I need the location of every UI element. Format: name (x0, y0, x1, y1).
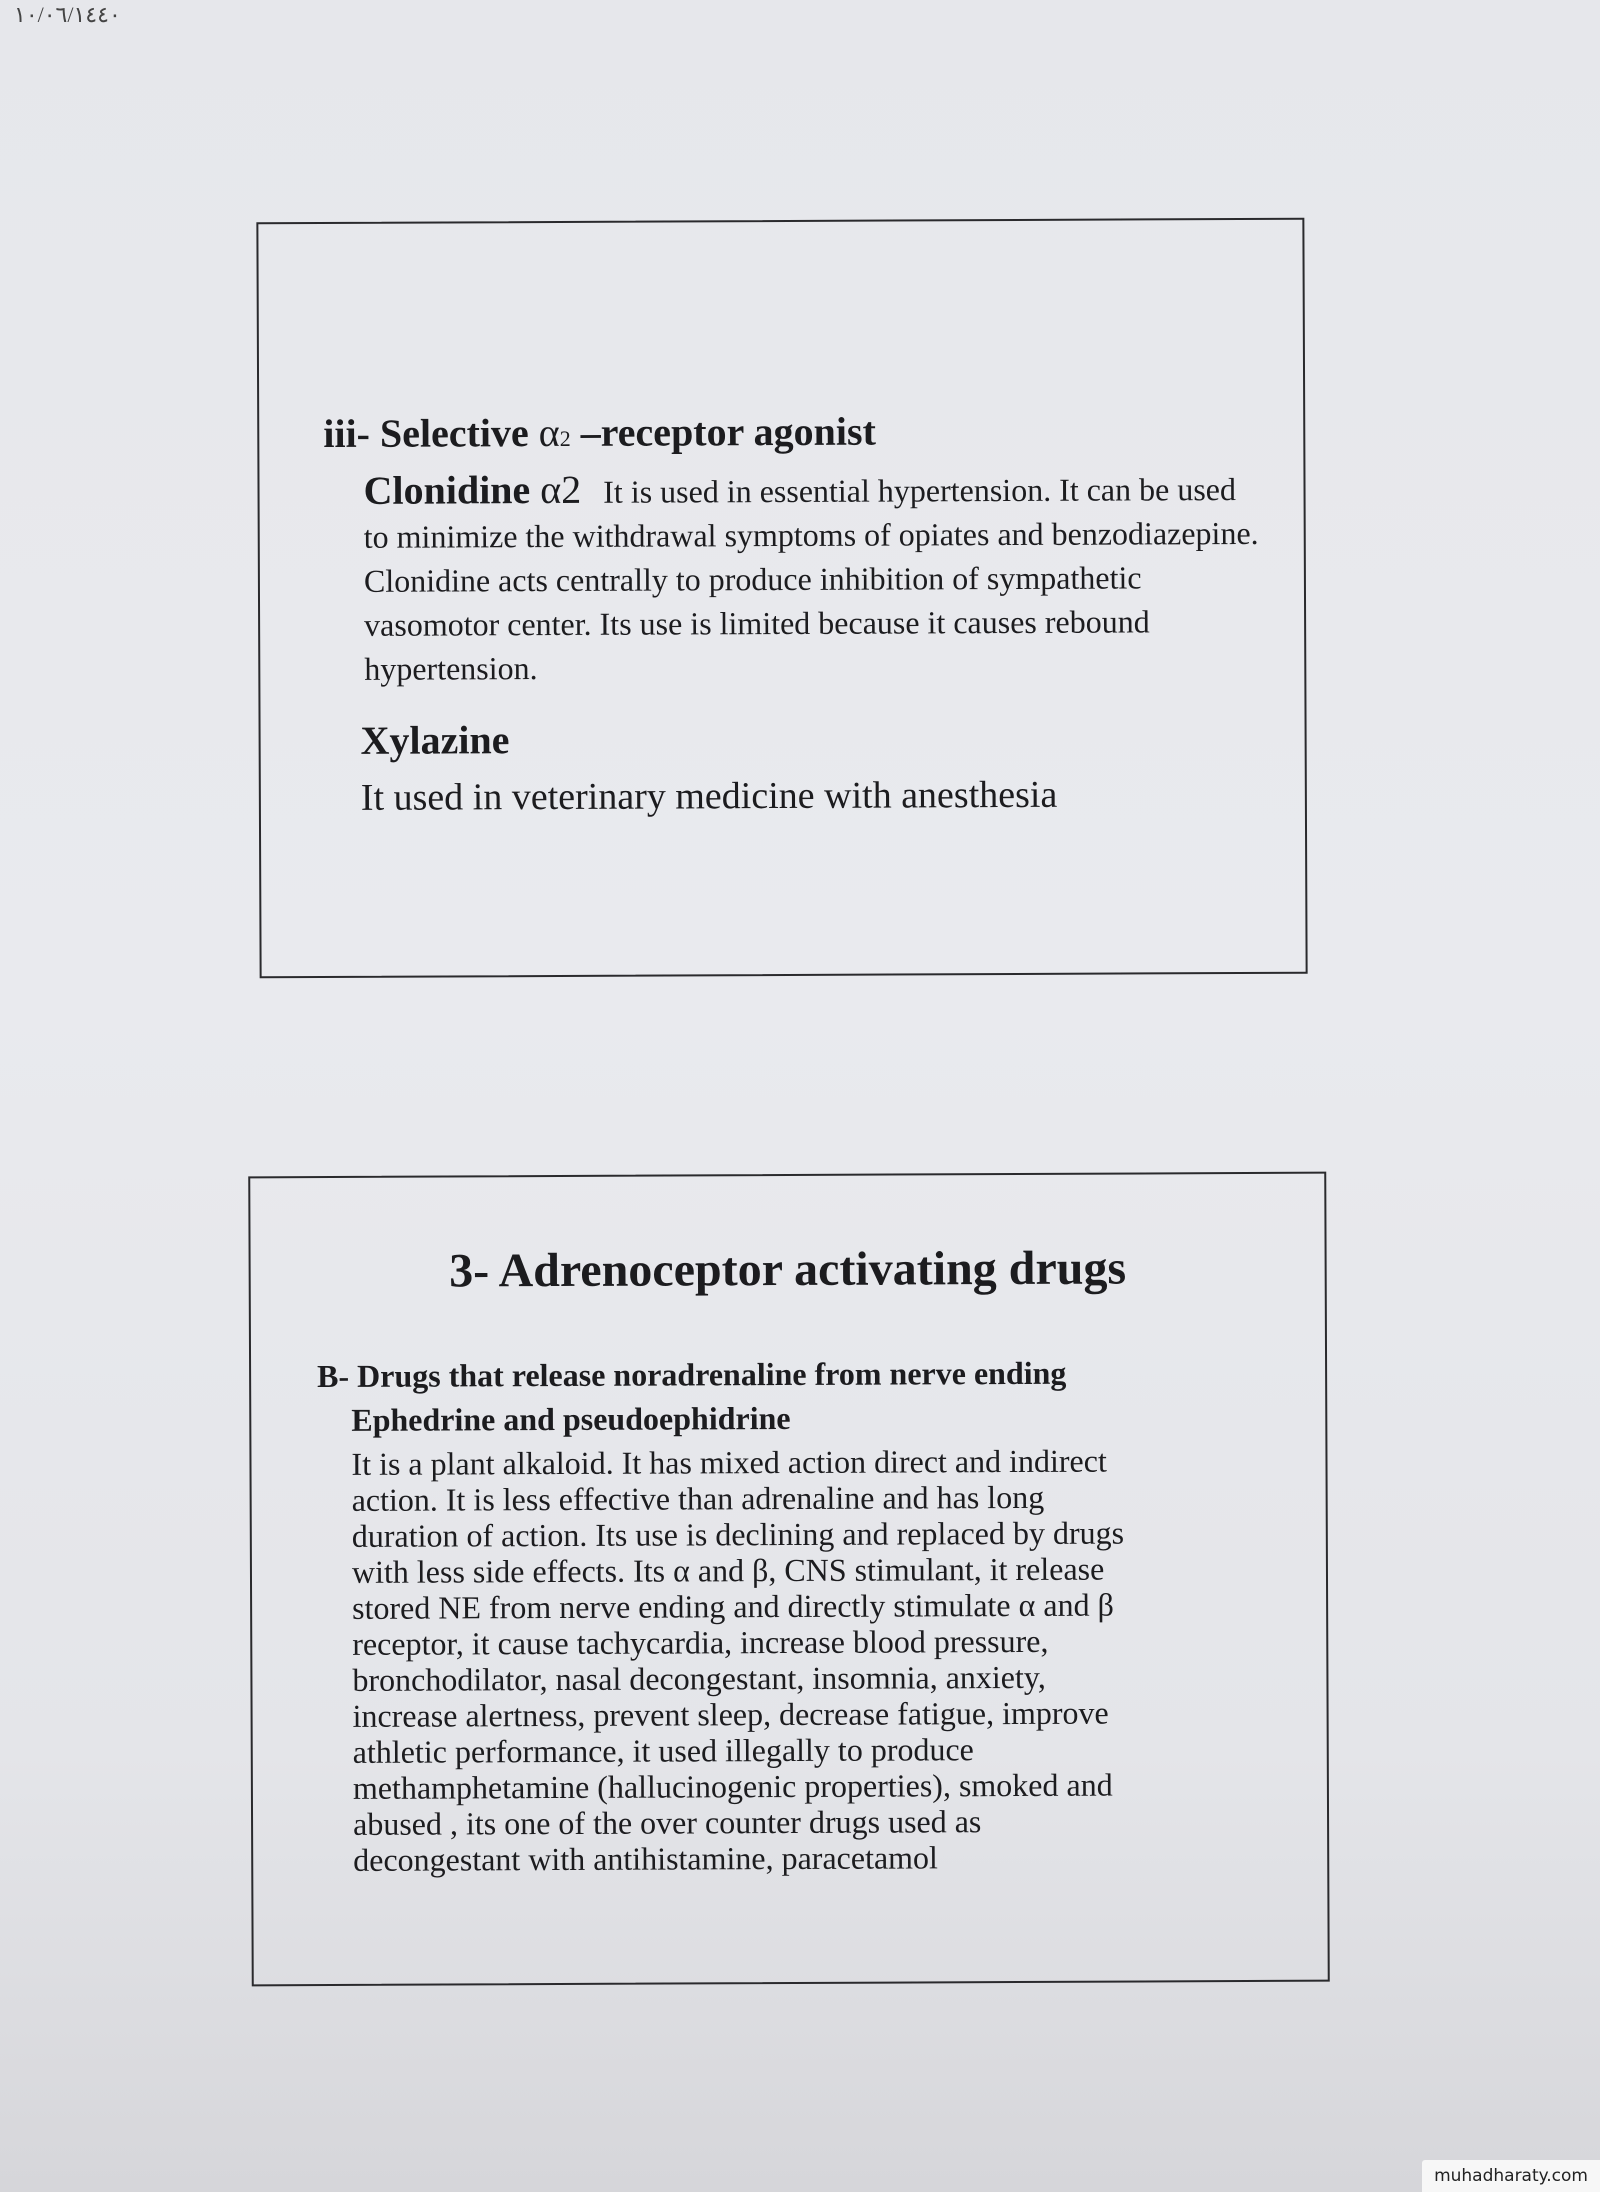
ephedrine-description (351, 1442, 1273, 1878)
description-line: receptor, it cause tachycardia, increase blood pressure, (352, 1622, 1049, 1662)
description-line: stored NE from nerve ending and directly stimulate α and β (352, 1586, 1114, 1626)
description-line: It is a plant alkaloid. It has mixed action direct and indirect (351, 1442, 1107, 1482)
clonidine-paragraph (363, 465, 1264, 691)
description-line: abused , its one of the over counter drugs used as (352, 1803, 982, 1842)
clonidine-description: It is used in essential hypertension. It can be used to minimize the withdrawal symptoms of opiates and benzodiazepine. Clonidine acts centrally to produce inhibition of sympathetic vasomotor center. Its use is limited because it causes rebound hypertension. (363, 471, 1259, 687)
xylazine-name: Xylazine (360, 717, 510, 763)
description-line: action. It is less effective than adrenaline and has long (351, 1478, 1045, 1518)
description-line: methamphetamine (hallucinogenic properties), smoked and (352, 1766, 1113, 1806)
description-line: duration of action. Its use is declining and replaced by drugs (351, 1514, 1125, 1554)
slide-selective-alpha2-agonist (256, 218, 1307, 979)
slide2-subheading: B- Drugs that release noradrenaline from nerve ending (317, 1354, 1067, 1395)
slide1-heading-subscript: 2 (559, 425, 571, 451)
description-line: decongestant with antihistamine, paracetamol (353, 1839, 938, 1878)
slide1-heading-greek: α (538, 409, 560, 456)
slide1-heading (323, 408, 876, 457)
slide2-title: 3- Adrenoceptor activating drugs (449, 1241, 1127, 1298)
slide1-heading-suffix: –receptor agonist (570, 408, 876, 455)
clonidine-name: Clonidine (363, 467, 541, 513)
description-line: with less side effects. Its α and β, CNS stimulant, it release (351, 1550, 1105, 1590)
description-line: increase alertness, prevent sleep, decrease fatigue, improve (352, 1694, 1109, 1734)
description-line: athletic performance, it used illegally to produce (352, 1731, 974, 1770)
clonidine-greek: α2 (540, 466, 582, 513)
slide1-heading-prefix: iii- Selective (323, 410, 539, 456)
site-watermark: muhadharaty.com (1422, 2160, 1600, 2192)
description-line: bronchodilator, nasal decongestant, insomnia, anxiety, (352, 1658, 1046, 1698)
slide-adrenoceptor-activating-drugs (248, 1172, 1330, 1987)
ephedrine-name: Ephedrine and pseudoephidrine (351, 1399, 791, 1438)
xylazine-description: It used in veterinary medicine with anesthesia (360, 773, 1058, 819)
page-date-stamp: ١٠/٠٦/١٤٤٠ (14, 2, 121, 27)
